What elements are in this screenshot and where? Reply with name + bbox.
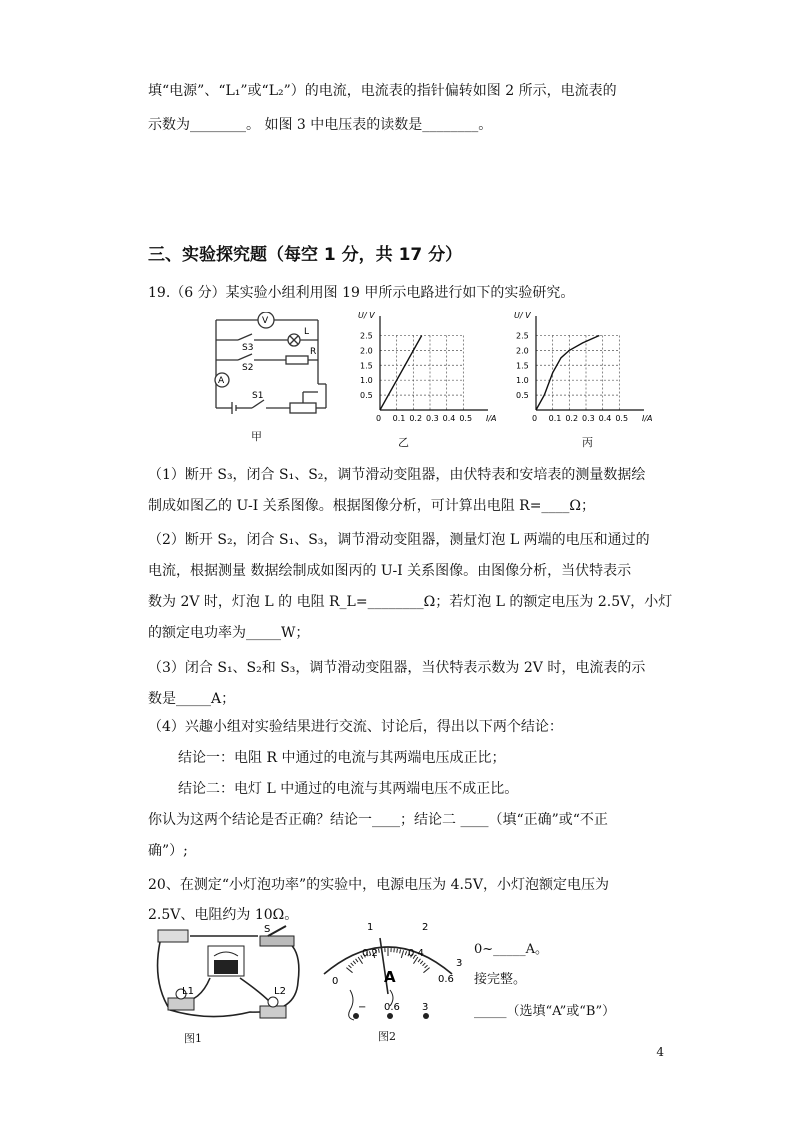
physical-circuit-figure [150,922,306,1026]
text-line: 数是_____A； [148,691,236,707]
dial-tick [423,968,429,973]
terminal-label: − [358,1002,367,1013]
ammeter-label: A [218,376,225,386]
x-tick-label: 0.2 [409,414,423,423]
text-line: 填“电源”、“L₁”或“L₂”）的电流，电流表的指针偏转如图 2 所示，电流表的 [148,83,617,99]
switch-label: S [264,924,271,935]
figure-caption-1: 图1 [184,1032,202,1045]
x-tick-label: 0.1 [392,414,406,423]
series-line [380,336,422,411]
switch-s1-label: S1 [252,391,264,401]
x-tick-label: 0.5 [459,414,473,423]
text-line: 电流，根据测量 数据绘制成如图丙的 U-I 关系图像。由图像分析，当伏特表示 [148,563,632,579]
chart-yi [352,310,502,430]
y-tick-label: 2.0 [516,346,529,356]
question-20-title: 20、在测定“小灯泡功率”的实验中，电源电压为 4.5V，小灯泡额定电压为 [148,877,609,893]
x-axis-label: I/A [486,414,497,423]
y-axis-label: U/ V [514,311,531,320]
meter-unit: A [384,968,396,986]
y-tick-label: 0.5 [516,391,529,401]
answer-select: _____（选填“A”或“B”） [474,1004,616,1019]
y-tick-label: 2.5 [360,331,373,341]
meter-bottom-label: 0 [332,976,339,987]
x-axis-label: I/A [642,414,653,423]
y-tick-label: 1.0 [360,376,373,386]
text-line: 你认为这两个结论是否正确？结论一____；结论二 ____（填“正确”或“不正 [148,812,608,828]
meter-bottom-label: 0.4 [408,948,424,959]
y-tick-label: 2.0 [360,346,373,356]
y-tick-label: 0.5 [360,391,373,401]
meter-bottom-label: 0.2 [362,948,378,959]
figure-caption-yi: 乙 [398,436,409,449]
x-tick-label: 0.1 [548,414,562,423]
switch-s3-label: S3 [242,343,254,353]
dial-tick [423,963,426,966]
dial-tick [425,965,428,968]
lamp-l2-label: L2 [274,986,286,997]
x-tick-label: 0.5 [615,414,629,423]
figure-caption-2: 图2 [378,1030,396,1043]
meter-bottom-label: 0.6 [438,974,454,985]
switch-icon [260,936,294,946]
text-line: 示数为________。 如图 3 中电压表的读数是________。 [148,117,493,133]
text-line: （4）兴趣小组对实验结果进行交流、讨论后，得出以下两个结论： [148,719,563,735]
figure-caption-jia: 甲 [251,430,262,443]
voltmeter-label: V [262,316,269,326]
meter-top-label: 3 [456,958,463,969]
x-tick-label: 0.2 [565,414,579,423]
text-line: 2.5V、电阻约为 10Ω。 [148,907,299,923]
lamp-l1-icon [168,998,194,1010]
dial-tick [348,965,351,968]
text-line: 制成如图乙的 U-I 关系图像。根据图像分析，可计算出电阻 R=____Ω； [148,498,596,514]
dial-tick [418,959,420,962]
x-tick-label: 0.4 [442,414,456,423]
dial-tick [420,961,423,964]
y-tick-label: 1.5 [360,361,373,371]
y-axis-label: U/ V [358,311,375,320]
meter-top-label: 2 [422,922,429,933]
answer-complete: 接完整。 [474,972,527,987]
text-line: （1）断开 S₃，闭合 S₁、S₂，调节滑动变阻器，由伏特表和安培表的测量数据绘 [148,467,646,483]
text-line: 的额定电功率为_____W； [148,625,310,641]
y-tick-label: 2.5 [516,331,529,341]
circuit-diagram-jia [208,312,336,424]
question-19-title: 19.（6 分）某实验小组利用图 19 甲所示电路进行如下的实验研究。 [148,285,575,301]
dial-tick [405,951,406,955]
dial-tick [353,961,356,964]
lamp-l2-icon [260,1006,286,1018]
switch-s2-label: S2 [242,363,254,373]
dial-tick [400,949,401,953]
text-line: （3）闭合 S₁、S₂和 S₃，调节滑动变阻器，当伏特表示数为 2V 时，电流表的示 [148,660,646,676]
y-tick-label: 1.5 [516,361,529,371]
x-tick-label: 0.3 [426,414,439,423]
dial-tick [356,959,358,962]
resistor-label: R [310,347,317,357]
x-tick-label: 0.3 [582,414,595,423]
lamp-l1-label: L1 [182,986,194,997]
conclusion-1: 结论一：电阻 R 中通过的电流与其两端电压成正比； [178,750,506,766]
page-number: 4 [656,1045,664,1059]
x-tick-label: 0 [532,414,538,423]
x-tick-label: 0 [376,414,382,423]
figure-caption-bing: 丙 [582,436,593,449]
terminal-label: 0.6 [384,1002,400,1013]
conclusion-2: 结论二：电灯 L 中通过的电流与其两端电压不成正比。 [178,781,519,797]
dial-tick [379,949,380,953]
dial-tick [346,968,352,973]
text-line: （2）断开 S₂，闭合 S₁、S₃，调节滑动变阻器，测量灯泡 L 两端的电压和通过的 [148,532,650,548]
dial-tick [397,949,398,953]
text-line: 确”）; [148,843,188,859]
chart-bing [508,310,658,430]
dial-tick [401,950,403,958]
terminal-label: 3 [422,1002,429,1013]
dial-tick [351,963,354,966]
answer-range: 0~_____A。 [474,942,549,957]
section-heading: 三、实验探究题（每空 1 分，共 17 分） [148,245,463,265]
series-line [536,336,599,411]
text-line: 数为 2V 时，灯泡 L 的 电阻 R_L=________Ω；若灯泡 L 的额定电压为 2.5V，小灯 [148,594,673,610]
x-tick-label: 0.4 [598,414,612,423]
lamp-label: L [304,327,310,337]
ammeter-dial-figure [310,916,466,1026]
y-tick-label: 1.0 [516,376,529,386]
meter-top-label: 1 [367,922,374,933]
battery-icon [158,930,188,942]
